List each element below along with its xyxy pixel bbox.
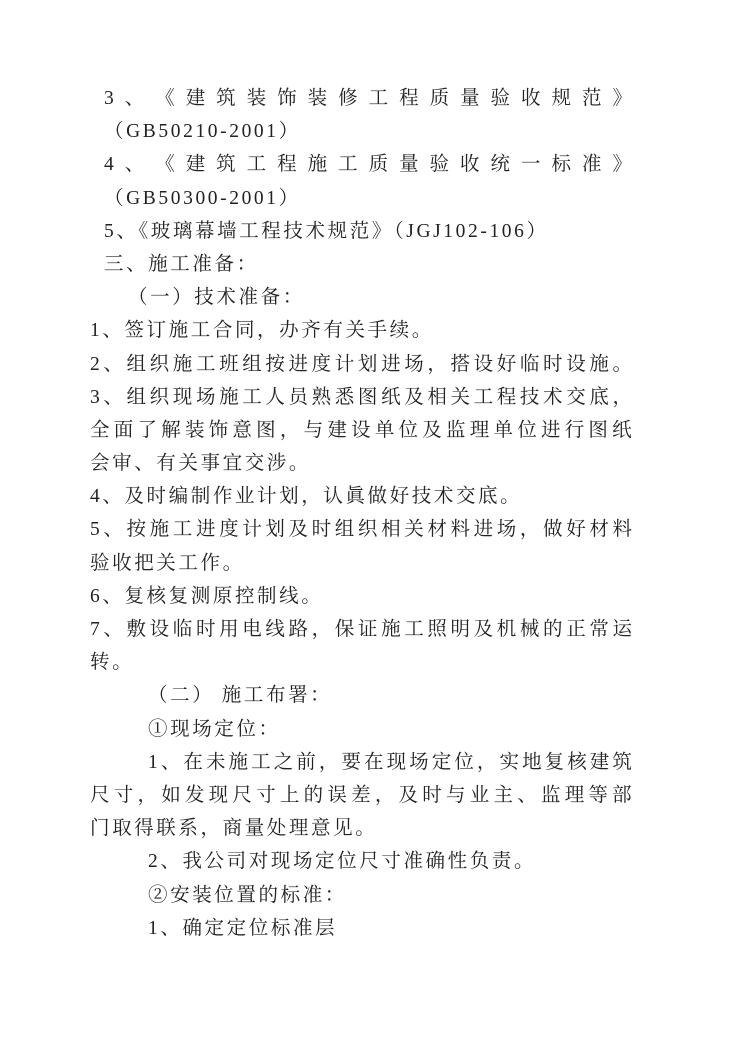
document-text-block [90, 82, 632, 945]
text-line: 三、施工准备： [104, 253, 259, 275]
text-line: 1、确定定位标准层 [148, 917, 338, 939]
text-line: 4、及时编制作业计划，认眞做好技术交底。 [90, 486, 523, 508]
text-line: 1、签订施工合同，办齐有关手续。 [90, 320, 434, 342]
text-line: 会审、有关事宜交涉。 [90, 453, 312, 475]
text-line: 尺 寸 ， 如 发 现 尺 寸 上 的 误 差 ， 及 时 与 业 主 、 监 理 等 部 [90, 784, 632, 806]
text-line: （二） 施工布署： [148, 685, 333, 707]
text-line: 5、《玻璃幕墙工程技术规范》（JGJ102-106） [104, 220, 549, 242]
text-line: 3 、 《 建 筑 装 饰 装 修 工 程 质 量 验 收 规 范 》 [104, 88, 632, 109]
text-line: 转。 [90, 652, 135, 674]
text-line: 4 、 《 建 筑 工 程 施 工 质 量 验 收 统 一 标 准 》 [104, 154, 632, 176]
text-line: 1 、 在 未 施 工 之 前 ， 要 在 现 场 定 位 ， 实 地 复 核 建 筑 [148, 751, 632, 773]
text-line: （GB50300-2001） [104, 187, 301, 209]
text-line: 7 、 敷 设 临 时 用 电 线 路 ， 保 证 施 工 照 明 及 机 械 的 正 常 运 [90, 619, 632, 640]
text-line: 2、我公司对现场定位尺寸准确性负责。 [148, 851, 537, 873]
text-line: （一）技术准备： [128, 287, 305, 309]
text-line: ②安装位置的标准： [148, 884, 347, 906]
text-line: ①现场定位： [148, 718, 281, 740]
text-line: 6、复核复测原控制线。 [90, 585, 324, 607]
text-line: 5 、 按 施 工 进 度 计 划 及 时 组 织 相 关 材 料 进 场 ， 做 好 材 料 [90, 519, 632, 541]
text-line: 门取得联系，商量处理意见。 [90, 818, 378, 840]
text-line: 3 、 组 织 现 场 施 工 人 员 熟 悉 图 纸 及 相 关 工 程 技 术 交 底 ， [90, 386, 632, 408]
text-line: 2 、 组 织 施 工 班 组 按 进 度 计 划 进 场 ， 搭 设 好 临 时 设 施 。 [90, 353, 632, 375]
text-line: 验收把关工作。 [90, 552, 245, 574]
text-line: （GB50210-2001） [104, 121, 301, 143]
text-line: 全 面 了 解 装 饰 意 图 ， 与 建 设 单 位 及 监 理 单 位 进 行 图 纸 [90, 419, 632, 441]
